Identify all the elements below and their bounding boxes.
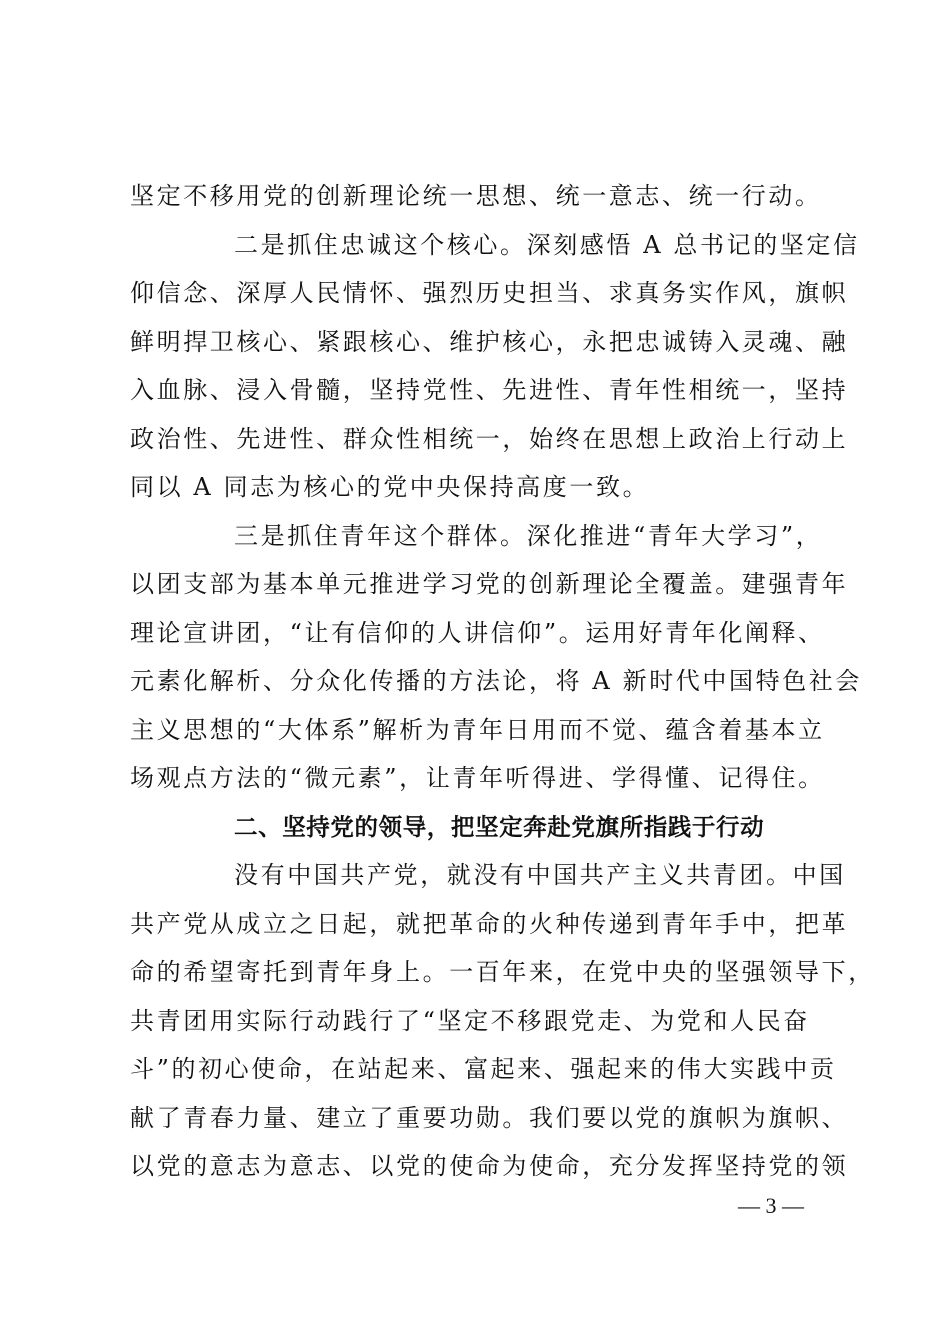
- text-line: 坚定不移用党的创新理论统一思想、统一意志、统一行动。: [130, 182, 822, 210]
- text-line: 共产党从成立之日起，就把革命的火种传递到青年手中，把革: [130, 909, 849, 938]
- text-line: 入血脉、浸入骨髓，坚持党性、先进性、青年性相统一，坚持: [130, 376, 849, 404]
- text-line: 政治性、先进性、群众性相统一，始终在思想上政治上行动上: [130, 424, 849, 453]
- section-heading: 二、坚持党的领导，把坚定奔赴党旗所指践于行动: [234, 812, 765, 841]
- text-line: 以党的意志为意志、以党的使命为使命，充分发挥坚持党的领: [130, 1152, 849, 1180]
- text-line: 理论宣讲团，“让有信仰的人讲信仰”。运用好青年化阐释、: [130, 618, 825, 647]
- page-number: — 3 —: [738, 1193, 804, 1218]
- text-line: 没有中国共产党，就没有中国共产主义共青团。中国: [234, 861, 846, 889]
- text-line: 场观点方法的“微元素”，让青年听得进、学得懂、记得住。: [130, 764, 825, 792]
- text-line: 同以 A 同志为核心的党中央保持高度一致。: [130, 473, 650, 501]
- text-line: 二是抓住忠诚这个核心。深刻感悟 A 总书记的坚定信: [234, 230, 860, 259]
- text-line: 以团支部为基本单元推进学习党的创新理论全覆盖。建强青年: [130, 570, 849, 598]
- text-line: 仰信念、深厚人民情怀、强烈历史担当、求真务实作风，旗帜: [130, 279, 849, 307]
- text-line: 献了青春力量、建立了重要功勋。我们要以党的旗帜为旗帜、: [130, 1103, 849, 1132]
- paragraph-loyalty-core: [130, 221, 860, 512]
- paragraph-continuation: [130, 172, 830, 221]
- text-line: 共青团用实际行动践行了“坚定不移跟党走、为党和人民奋: [130, 1006, 810, 1035]
- text-line: 主义思想的“大体系”解析为青年日用而不觉、蕴含着基本立: [130, 715, 825, 744]
- paragraph-youth-group: [130, 512, 862, 803]
- text-line: 元素化解析、分众化传播的方法论，将 A 新时代中国特色社会: [130, 667, 862, 695]
- document-body: [130, 172, 875, 1191]
- text-line: 三是抓住青年这个群体。深化推进“青年大学习”，: [234, 521, 823, 550]
- text-line: 斗”的初心使命，在站起来、富起来、强起来的伟大实践中贡: [130, 1055, 837, 1083]
- text-line: 鲜明捍卫核心、紧跟核心、维护核心，永把忠诚铸入灵魂、融: [130, 327, 849, 356]
- text-line: 命的希望寄托到青年身上。一百年来，在党中央的坚强领导下，: [130, 958, 875, 986]
- paragraph-party-leadership: [130, 851, 875, 1191]
